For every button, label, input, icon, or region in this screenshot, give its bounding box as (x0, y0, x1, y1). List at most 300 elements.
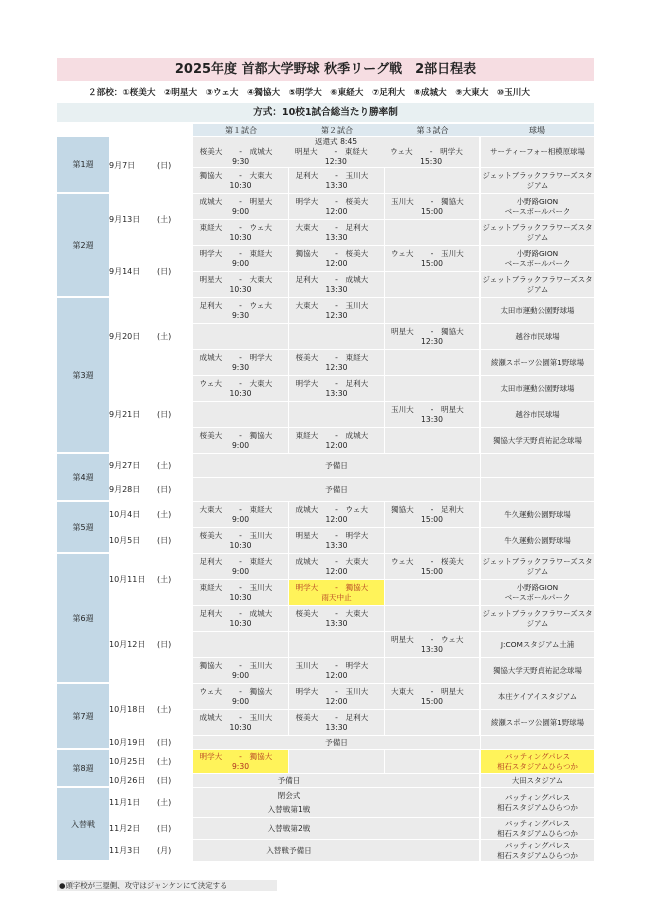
week-label: 第1週 (57, 137, 109, 194)
rain-cancel-note: 雨天中止 (321, 592, 352, 602)
game-entry (289, 223, 384, 243)
game-time: 15:00 (421, 514, 443, 524)
game-entry (193, 223, 288, 243)
versus-dash: - (335, 378, 338, 388)
weekday: (土) (157, 215, 172, 224)
date-text: 9月27日 (109, 461, 141, 470)
team-away: 桜美大 (441, 556, 464, 566)
versus-dash: - (239, 712, 242, 722)
game-time: 10:30 (229, 388, 252, 398)
date-cell (109, 194, 193, 246)
matchup (296, 431, 378, 441)
date-text: 9月7日 (109, 160, 136, 170)
game-slot (385, 554, 480, 580)
team-home: 獨協大 (391, 504, 414, 514)
schedule-row (57, 246, 594, 272)
versus-dash: - (335, 660, 338, 670)
team-home: 獨協大 (295, 248, 319, 258)
venue-cell (480, 788, 594, 818)
weekday: (日) (157, 485, 172, 494)
game-slot (193, 376, 289, 402)
matchup (296, 301, 378, 311)
team-away: 玉川大 (345, 170, 369, 180)
game-entry (288, 147, 383, 167)
game-time: 13:30 (325, 180, 348, 190)
venue-cell (480, 454, 594, 478)
game-slot (289, 324, 385, 350)
matchup (200, 223, 282, 233)
game-slot (385, 220, 480, 246)
matchup (296, 223, 378, 233)
matchup (296, 687, 378, 697)
venue-cell (480, 750, 594, 774)
venue-name: ジェットブラックフラワーズスタジアム (482, 170, 593, 190)
team-away: 足利大 (441, 504, 464, 514)
team-home: 東経大 (295, 430, 319, 440)
game-entry (289, 531, 384, 551)
venue-name: 本庄ケイアイスタジアム (497, 691, 578, 701)
date-cell (109, 478, 193, 502)
team-away: ウェ大 (441, 634, 464, 644)
matchup (391, 405, 473, 415)
game-slot (385, 840, 480, 862)
game-slot (289, 502, 385, 528)
venue-name: 太田市運動公園野球場 (500, 305, 575, 315)
header-blank (109, 124, 193, 137)
game-slot (193, 220, 289, 246)
game-slot (193, 658, 289, 684)
week-label: 第4週 (57, 454, 109, 502)
matchup (200, 249, 282, 259)
game-entry (289, 687, 384, 707)
versus-dash: - (335, 582, 338, 592)
team-home: 成城大 (199, 352, 223, 362)
weekday: (日) (157, 824, 172, 833)
versus-dash: - (335, 430, 338, 440)
venue-name: 牛久運動公園野球場 (504, 535, 571, 545)
game-slot (193, 168, 289, 194)
game-slot (193, 606, 289, 632)
team-away: 玉川大 (249, 712, 273, 722)
versus-dash: - (239, 248, 242, 258)
versus-dash: - (430, 404, 434, 414)
game-slot (385, 324, 480, 350)
game-slot (193, 502, 289, 528)
weekday: (月) (157, 846, 172, 855)
game-slot (385, 168, 480, 194)
game-time: 10:30 (229, 618, 252, 628)
date-text: 9月20日 (109, 332, 141, 341)
team-home: 明学大 (295, 378, 319, 388)
game-entry (385, 557, 479, 577)
game-slot (289, 298, 385, 324)
game-time: 9:30 (231, 761, 250, 771)
schedule-row (57, 774, 594, 788)
date-cell (109, 736, 193, 750)
game-slot (193, 710, 289, 736)
game-entry (385, 635, 479, 655)
weekday: (日) (157, 267, 172, 276)
schedule-row (57, 137, 594, 168)
game-slot (289, 684, 385, 710)
team-home: 東経大 (199, 582, 223, 592)
team-away: 大東大 (249, 378, 273, 388)
venue-name: 綾瀬スポーツ公園第1野球場 (490, 357, 585, 367)
game-entry (193, 609, 288, 629)
matchup (200, 583, 282, 593)
team-home: 大東大 (391, 686, 414, 696)
venue-name: バッティングパレス 相石スタジアムひらつか (497, 818, 578, 838)
matchup (200, 752, 282, 762)
schedule-row (57, 376, 594, 402)
note-cell: 予備日 (193, 736, 480, 750)
schedule-row (57, 554, 594, 580)
matchup (200, 609, 282, 619)
team-away: 足利大 (345, 222, 369, 232)
team-home: 明星大 (199, 274, 223, 284)
game-time: 13:30 (325, 388, 348, 398)
game-slot (385, 684, 480, 710)
venue-name: ジェットブラックフラワーズスタジアム (482, 608, 593, 628)
game-slot (385, 528, 480, 554)
matchup (200, 171, 282, 181)
venue-cell (480, 168, 594, 194)
venue-cell (480, 528, 594, 554)
team-away: 成城大 (249, 147, 273, 156)
weekday: (日) (157, 536, 172, 545)
schedule-row (57, 788, 594, 818)
team-away: 玉川大 (249, 530, 273, 540)
game-time: 9:00 (231, 440, 250, 450)
game-slot (289, 632, 385, 658)
game-slot (193, 684, 289, 710)
game-time: 15:00 (421, 258, 443, 268)
date-cell (109, 684, 193, 736)
venue-name: 太田市運動公園野球場 (500, 383, 575, 393)
game-time: 10:30 (229, 540, 252, 550)
matchup (391, 327, 473, 337)
team-home: 東経大 (199, 222, 223, 232)
schedule-row (57, 502, 594, 528)
game-time: 12:00 (325, 206, 348, 216)
matchup (296, 275, 378, 285)
game-time: 12:00 (325, 258, 348, 268)
game-time: 9:00 (231, 670, 250, 680)
game-entry (193, 353, 288, 373)
venue-name: J:COMスタジアム土浦 (500, 639, 575, 649)
header-venue: 球場 (480, 124, 594, 137)
venue-cell (480, 840, 594, 862)
game-slot (289, 710, 385, 736)
venue-name: 牛久運動公園野球場 (504, 509, 571, 519)
team-home: 足利大 (295, 170, 319, 180)
matchup (200, 557, 282, 567)
versus-dash: - (335, 504, 338, 514)
team-away: 東経大 (249, 556, 273, 566)
team-home: 大東大 (199, 504, 223, 514)
game-entry (193, 752, 288, 772)
team-home: ウェ大 (199, 378, 222, 388)
game-entry (385, 505, 479, 525)
team-home: 玉川大 (295, 660, 319, 670)
schedule-row (57, 684, 594, 710)
venue-cell (480, 684, 594, 710)
team-away: 成城大 (249, 608, 273, 618)
matchup (391, 197, 473, 207)
versus-dash: - (239, 378, 242, 388)
game-entry (385, 687, 479, 707)
date-text: 9月21日 (109, 410, 141, 419)
team-home: 桜美大 (295, 712, 319, 722)
venue-cell (480, 632, 594, 658)
team-away: 明学大 (345, 530, 369, 540)
game-slot (385, 632, 480, 658)
game-entry (289, 557, 384, 577)
venue-name: ジェットブラックフラワーズスタジアム (482, 222, 593, 242)
game-entry (193, 583, 288, 603)
versus-dash: - (430, 556, 434, 566)
versus-dash: - (430, 196, 434, 206)
game-entry (193, 301, 288, 321)
versus-dash: - (239, 222, 242, 232)
matchup (391, 557, 473, 567)
venue-cell (480, 774, 594, 788)
date-text: 10月12日 (109, 640, 146, 649)
venue-name: 小野路GION ベースボールパーク (504, 196, 571, 216)
team-home: 明学大 (199, 248, 223, 258)
game-time: 13:30 (325, 540, 348, 550)
venue-name: バッティングパレス 相石スタジアムひらつか (497, 751, 578, 771)
team-home: 大東大 (295, 300, 319, 310)
game-slot (193, 350, 289, 376)
venue-cell (480, 137, 594, 168)
date-text: 9月13日 (109, 215, 141, 224)
game-entry (289, 275, 384, 295)
matchup (200, 379, 282, 389)
game-time: 10:30 (229, 722, 252, 732)
game-slot (289, 194, 385, 220)
game-slot (193, 632, 289, 658)
game-slot (289, 528, 385, 554)
game-slot (193, 246, 289, 272)
game-slot (385, 246, 480, 272)
matchup (200, 301, 282, 311)
game-slot (289, 606, 385, 632)
header-game1: 第１試合 (193, 124, 289, 137)
date-text: 11月2日 (109, 824, 141, 833)
venue-cell (480, 580, 594, 606)
matchup (200, 431, 282, 441)
team-away: 玉川大 (249, 582, 273, 592)
week-label: 第7週 (57, 684, 109, 750)
game-slot (289, 402, 385, 428)
schedule-row (57, 454, 594, 478)
team-away: 桜美大 (345, 248, 369, 258)
game-time: 9:00 (231, 258, 250, 268)
versus-dash: - (239, 430, 242, 440)
versus-dash: - (239, 582, 242, 592)
team-away: ウェ大 (249, 222, 272, 232)
team-home: 成城大 (295, 504, 319, 514)
date-cell (109, 774, 193, 788)
venue-cell (480, 402, 594, 428)
game-time: 13:30 (325, 232, 348, 242)
matchup (200, 531, 282, 541)
versus-dash: - (335, 712, 338, 722)
game-time: 13:30 (325, 284, 348, 294)
game-entry (289, 609, 384, 629)
team-home: ウェ大 (390, 147, 413, 156)
game-slot (289, 246, 385, 272)
team-home: 大東大 (295, 222, 319, 232)
game-slot (289, 554, 385, 580)
schedule-row (57, 528, 594, 554)
team-home: 成城大 (295, 556, 319, 566)
game-entry (193, 249, 288, 269)
matchup (296, 713, 378, 723)
game-slot (385, 606, 480, 632)
team-home: 成城大 (199, 196, 223, 206)
team-away: 東経大 (345, 352, 369, 362)
game-entry (383, 147, 478, 167)
game-slot (385, 750, 480, 774)
team-home: 玉川大 (391, 196, 414, 206)
team-away: 獨協大 (441, 326, 464, 336)
venue-name: バッティングパレス 相石スタジアムひらつか (497, 840, 578, 860)
venue-name: バッティングパレス 相石スタジアムひらつか (497, 792, 578, 812)
game-slot (289, 168, 385, 194)
team-away: 大東大 (345, 608, 369, 618)
team-away: 玉川大 (249, 660, 273, 670)
date-cell (109, 554, 193, 606)
matchup (296, 249, 378, 259)
game-slot (385, 376, 480, 402)
game-entry (193, 531, 288, 551)
venue-name: 獨協大学天野貞祐記念球場 (493, 665, 582, 675)
versus-dash: - (239, 170, 242, 180)
venue-cell (480, 324, 594, 350)
week-label: 第8週 (57, 750, 109, 788)
matchup (296, 609, 378, 619)
date-text: 10月19日 (109, 738, 146, 747)
team-home: 足利大 (295, 274, 319, 284)
school-list: ２部校：①桜美大 ②明星大 ③ウェ大 ④獨協大 ⑤明学大 ⑥東経大 ⑦足利大 ⑧成城大 ⑨大東大 ⑩玉川大 (88, 88, 530, 98)
team-away: 明学大 (249, 352, 273, 362)
venue-name: 綾瀬スポーツ公園第1野球場 (490, 717, 585, 727)
team-away: 東経大 (249, 504, 273, 514)
game-slot (385, 658, 480, 684)
team-home: 足利大 (199, 300, 223, 310)
team-home: 明星大 (294, 147, 318, 156)
game-time: 12:00 (325, 440, 348, 450)
versus-dash: - (239, 530, 242, 540)
team-home: 明学大 (295, 196, 319, 206)
team-home: 桜美大 (295, 352, 319, 362)
note-line: 入替戦第1戦 (267, 804, 311, 814)
schedule-row (57, 840, 594, 862)
note-cell: 入替戦予備日 (193, 840, 385, 862)
game-slot (193, 750, 289, 774)
game-slot (193, 554, 289, 580)
team-away: 明学大 (440, 147, 463, 156)
team-away: 獨協大 (249, 751, 273, 761)
game-time: 13:30 (325, 618, 348, 628)
venue-name: ジェットブラックフラワーズスタジアム (482, 274, 593, 294)
game-entry (193, 557, 288, 577)
game-slot (193, 298, 289, 324)
matchup (200, 275, 282, 285)
team-away: 成城大 (345, 274, 369, 284)
game-slot (385, 402, 480, 428)
schedule-row (57, 818, 594, 840)
versus-dash: - (334, 147, 338, 156)
team-home: 明学大 (199, 751, 223, 761)
opening-ceremony-note: 返還式 8:45 (314, 137, 358, 146)
versus-dash: - (429, 147, 433, 156)
versus-dash: - (335, 248, 338, 258)
versus-dash: - (239, 274, 242, 284)
game-entry (193, 197, 288, 217)
game-time: 12:30 (324, 157, 347, 166)
game-slot (289, 376, 385, 402)
game-entry (289, 505, 384, 525)
weekday: (土) (157, 798, 172, 807)
team-home: 明星大 (295, 530, 319, 540)
game-slot (385, 818, 480, 840)
venue-cell (480, 478, 594, 502)
team-away: 足利大 (345, 712, 369, 722)
matchup (391, 635, 473, 645)
date-cell (109, 454, 193, 478)
game-entry (289, 661, 384, 681)
game-slot (193, 580, 289, 606)
team-home: 成城大 (199, 712, 223, 722)
team-home: ウェ大 (199, 686, 222, 696)
date-cell (109, 528, 193, 554)
versus-dash: - (239, 300, 242, 310)
game-entry (193, 661, 288, 681)
game-slot (193, 402, 289, 428)
game-entry (193, 687, 288, 707)
versus-dash: - (239, 660, 242, 670)
game-time: 12:00 (325, 514, 348, 524)
venue-cell (480, 658, 594, 684)
weekday: (土) (157, 332, 172, 341)
versus-dash: - (335, 608, 338, 618)
matchup (296, 661, 378, 671)
date-text: 9月14日 (109, 267, 141, 276)
team-away: 明星大 (441, 404, 464, 414)
game-slot (193, 428, 289, 454)
venue-cell (480, 710, 594, 736)
matchup (390, 147, 472, 157)
team-away: 玉川大 (345, 300, 369, 310)
date-cell (109, 376, 193, 454)
versus-dash: - (430, 248, 434, 258)
versus-dash: - (430, 686, 434, 696)
matchup (295, 147, 377, 157)
game-slot (385, 428, 480, 454)
venue-cell (480, 606, 594, 632)
versus-dash: - (239, 504, 242, 514)
team-home: 明学大 (295, 582, 319, 592)
matchup (296, 353, 378, 363)
weekday: (土) (157, 575, 172, 584)
matchup (200, 505, 282, 515)
team-home: 桜美大 (199, 530, 223, 540)
weekday: (土) (157, 705, 172, 714)
team-away: 玉川大 (441, 248, 464, 258)
